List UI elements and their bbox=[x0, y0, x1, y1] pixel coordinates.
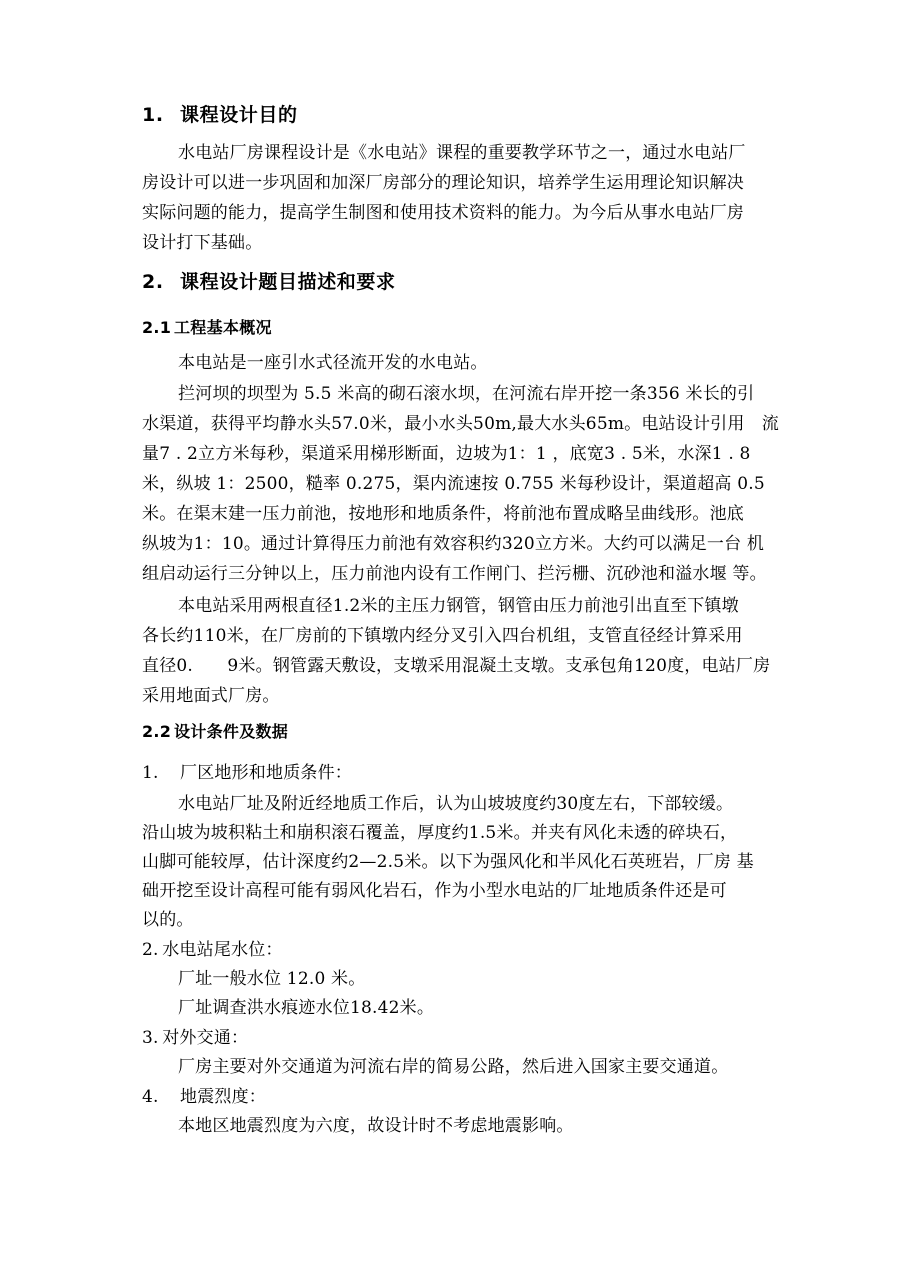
paragraph-line: 各长约110米，在厂房前的下镇墩内经分叉引入四台机组，支管直径经计算采用 bbox=[142, 626, 743, 646]
paragraph-line: 厂址调查洪水痕迹水位18.42米。 bbox=[178, 998, 435, 1018]
paragraph-line: 实际问题的能力，提高学生制图和使用技术资料的能力。为今后从事水电站厂房 bbox=[142, 203, 744, 223]
paragraph-line: 房设计可以进一步巩固和加深厂房部分的理论知识，培养学生运用理论知识解决 bbox=[142, 173, 744, 193]
list-title: 对外交通： bbox=[162, 1028, 249, 1048]
list-item-title bbox=[142, 762, 352, 784]
list-title: 水电站尾水位： bbox=[162, 940, 283, 960]
paragraph-line: 础开挖至设计高程可能有弱风化岩石，作为小型水电站的厂址地质条件还是可 bbox=[142, 881, 727, 901]
paragraph-line: 本电站采用两根直径1.2米的主压力钢管，钢管由压力前池引出直至下镇墩 bbox=[178, 596, 739, 616]
section-heading-2 bbox=[142, 270, 396, 294]
paragraph-line: 厂房主要对外交通道为河流右岸的简易公路，然后进入国家主要交通道。 bbox=[178, 1057, 729, 1077]
paragraph-line: 采用地面式厂房。 bbox=[142, 686, 280, 706]
list-item-title bbox=[142, 1027, 248, 1049]
paragraph-line: 组启动运行三分钟以上，压力前池内设有工作闸门、拦污栅、沉砂池和溢水堰 等。 bbox=[142, 564, 767, 584]
subsection-heading-2-1: 2.1 工程基本概况 bbox=[142, 318, 272, 337]
paragraph-line: 山脚可能较厚，估计深度约2—2.5米。以下为强风化和半风化石英班岩，厂房 基 bbox=[142, 852, 754, 872]
paragraph-line: 水电站厂房课程设计是《水电站》课程的重要教学环节之一，通过水电站厂 bbox=[178, 143, 746, 163]
list-item-title bbox=[142, 939, 283, 961]
list-number: 4. bbox=[142, 1087, 159, 1107]
section-title: 课程设计题目描述和要求 bbox=[180, 271, 396, 293]
paragraph-line: 沿山坡为坡积粘土和崩积滚石覆盖，厚度约1.5米。并夹有风化未透的碎块石， bbox=[142, 823, 738, 843]
list-number: 2. bbox=[142, 940, 159, 960]
subsection-title: 工程基本概况 bbox=[174, 318, 272, 337]
paragraph-line: 本地区地震烈度为六度，故设计时不考虑地震影响。 bbox=[178, 1116, 574, 1136]
list-title: 厂区地形和地质条件： bbox=[180, 763, 352, 783]
paragraph-line: 拦河坝的坝型为 5.5 米高的砌石滚水坝，在河流右岸开挖一条356 米长的引 bbox=[178, 384, 755, 404]
paragraph-line: 本电站是一座引水式径流开发的水电站。 bbox=[178, 353, 488, 373]
paragraph-line: 量7 . 2立方米每秒，渠道采用梯形断面，边坡为1：1 ，底宽3 . 5米，水深1 . 8 bbox=[142, 444, 751, 464]
paragraph-line: 以的。 bbox=[142, 910, 194, 930]
section-number: 2. bbox=[142, 271, 164, 293]
paragraph-line: 纵坡为1：10。通过计算得压力前池有效容积约320立方米。大约可以满足一台 机 bbox=[142, 534, 765, 554]
list-title: 地震烈度： bbox=[180, 1087, 266, 1107]
section-title: 课程设计目的 bbox=[180, 104, 298, 126]
list-number: 1. bbox=[142, 763, 159, 783]
paragraph-line: 水渠道，获得平均静水头57.0米，最小水头50m,最大水头65m。电站设计引用 流 bbox=[142, 414, 779, 434]
paragraph-line: 设计打下基础。 bbox=[142, 233, 263, 253]
list-item-title bbox=[142, 1086, 266, 1108]
list-number: 3. bbox=[142, 1028, 159, 1048]
paragraph-line: 厂址一般水位 12.0 米。 bbox=[178, 969, 366, 989]
paragraph-line: 米，纵坡 1：2500，糙率 0.275，渠内流速按 0.755 米每秒设计，渠道超高 0.5 bbox=[142, 474, 765, 494]
paragraph-line: 米。在渠末建一压力前池，按地形和地质条件，将前池布置成略呈曲线形。池底 bbox=[142, 504, 744, 524]
section-number: 1. bbox=[142, 104, 164, 126]
paragraph-line: 水电站厂址及附近经地质工作后，认为山坡坡度约30度左右，下部较缓。 bbox=[178, 794, 734, 814]
paragraph-line: 直径0. 9米。钢管露天敷设，支墩采用混凝土支墩。支承包角120度，电站厂房 bbox=[142, 656, 771, 676]
subsection-title: 设计条件及数据 bbox=[174, 722, 289, 741]
subsection-heading-2-2: 2.2 设计条件及数据 bbox=[142, 722, 289, 741]
section-heading-1 bbox=[142, 103, 298, 127]
